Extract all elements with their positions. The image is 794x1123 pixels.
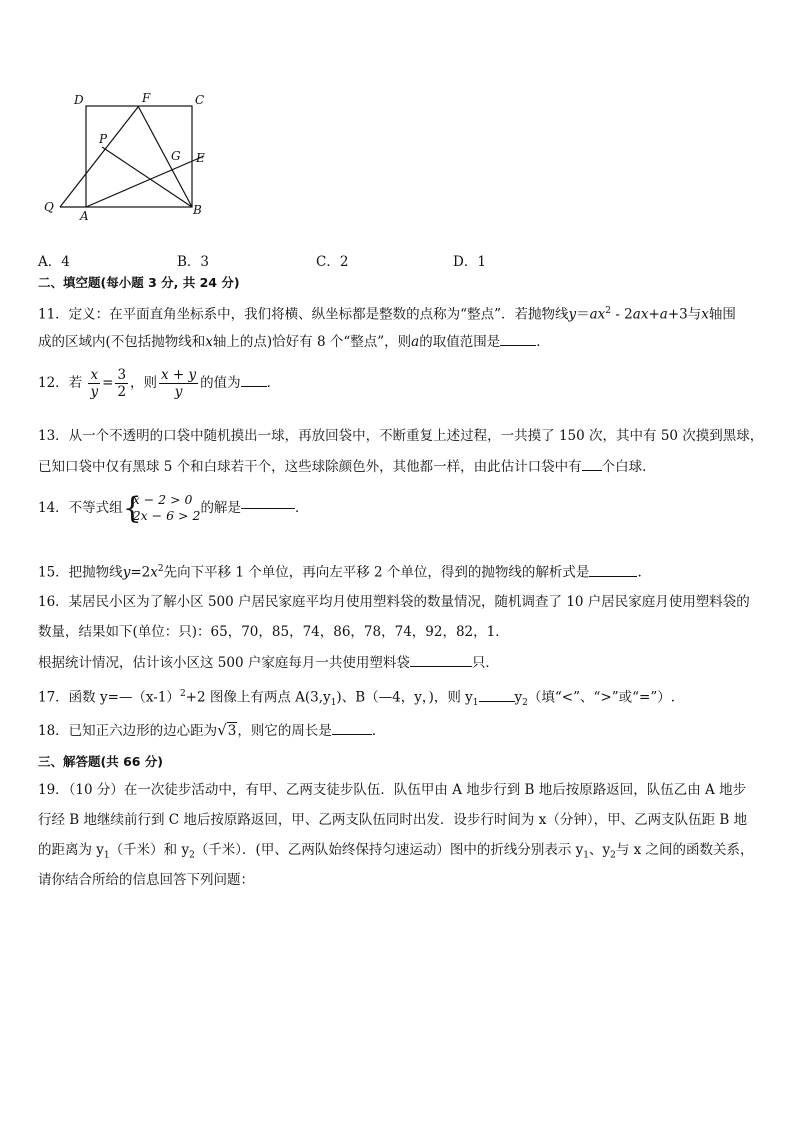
q16-line2: 数量，结果如下(单位：只)：65，70，85，74，86，78，74，92，82，1． bbox=[38, 624, 509, 640]
q19-line3: 的距离为 $y_1$（千米）和 $y_2$（千米）．(甲、乙两队始终保持匀速运动）图中的折线分别表示 $y_1$、$y_2$与 x 之间的函数关系， bbox=[38, 842, 754, 861]
q19-line2: 行经 B 地继续前行到 C 地后按原路返回，甲、乙两支队伍同时出发．设步行时间为 x（分钟），甲、乙两支队伍距 B 地 bbox=[38, 812, 748, 828]
label-d: D bbox=[74, 93, 84, 107]
q11-answer-blank[interactable] bbox=[500, 331, 536, 346]
q19-line1: 19．（10 分）在一次徒步活动中，有甲、乙两支徒步队伍．队伍甲由 A 地步行到 B 地后按原路返回，队伍乙由 A 地步 bbox=[38, 782, 747, 798]
label-c: C bbox=[195, 93, 205, 107]
section3-header: 三、解答题(共 66 分) bbox=[38, 754, 164, 769]
label-a: A bbox=[80, 209, 89, 223]
geometry-figure bbox=[38, 86, 218, 226]
q18-answer-blank[interactable] bbox=[332, 720, 372, 735]
q12-answer-blank[interactable] bbox=[241, 372, 267, 387]
q19-line4: 请你结合所给的信息回答下列问题： bbox=[38, 872, 254, 888]
line-qf bbox=[60, 107, 138, 207]
label-q: Q bbox=[44, 200, 54, 214]
sqrt-icon: √ bbox=[217, 721, 227, 739]
label-p: P bbox=[99, 132, 108, 146]
label-g: G bbox=[171, 149, 181, 163]
q16-answer-blank[interactable] bbox=[410, 652, 472, 667]
q11-line2: 成的区域内(不包括抛物线和x轴上的点)恰好有 8 个“整点”，则a的取值范围是 ． bbox=[38, 331, 550, 352]
q12-line: 12．若 $\frac{x}{y}$ = $\frac{3}{2}$ ，则 $\frac{x + y}{y}$ 的值为 ． bbox=[38, 367, 281, 400]
q17-line: 17．函数 $y=—(x-1)^2+2$ 图像上有两点 $A(3,y_1)$、B（—4，y，)，则 $y_1$ $y_2$（填“<”、“>”或“=”）. bbox=[38, 684, 675, 713]
q13-line1: 13．从一个不透明的口袋中随机摸出一球，再放回袋中，不断重复上述过程，一共摸了 150 次，其中有 50 次摸到黑球， bbox=[38, 428, 764, 444]
choice-b[interactable]: B．3 bbox=[177, 254, 210, 270]
q18-line: 18．已知正六边形的边心距为√3，则它的周长是 ． bbox=[38, 721, 386, 739]
q14-answer-blank[interactable] bbox=[241, 494, 295, 509]
q16-line1: 16．某居民小区为了解小区 500 户居民家庭平均月使用塑料袋的数量情况，随机调查了 10 户居民家庭月使用塑料袋的 bbox=[38, 594, 750, 610]
q17-answer-blank[interactable] bbox=[479, 687, 515, 702]
q11-line1: 11．定义：在平面直角坐标系中，我们将横、纵坐标都是整数的点称为“整点”．若抛物线$y=ax^2 - 2ax+a+3$与x轴围 bbox=[38, 306, 736, 323]
label-f: F bbox=[142, 91, 151, 105]
section2-header: 二、填空题(每小题 3 分, 共 24 分) bbox=[38, 275, 240, 290]
line-fb bbox=[138, 106, 192, 207]
q13-answer-blank[interactable] bbox=[582, 456, 602, 471]
q12-frac-x-over-y: $\frac{x}{y}$ bbox=[90, 367, 99, 400]
q14-line: 14．不等式组 { x − 2 > 0 2x − 6 > 2 的解是 ． bbox=[38, 491, 309, 526]
label-e: E bbox=[196, 151, 205, 165]
line-ae bbox=[86, 156, 204, 207]
label-b: B bbox=[193, 203, 202, 217]
q15-line: 15．把抛物线$y=2x^2$先向下平移 1 个单位，再向左平移 2 个单位，得到的抛物线的解析式是 . bbox=[38, 559, 642, 583]
q12-frac-3-over-2: $\frac{3}{2}$ bbox=[117, 367, 127, 400]
q13-line2: 已知口袋中仅有黑球 5 个和白球若干个，这些球除颜色外，其他都一样，由此估计口袋中有 个白球． bbox=[38, 456, 656, 477]
q15-answer-blank[interactable] bbox=[589, 562, 637, 577]
choice-d[interactable]: D．1 bbox=[453, 254, 486, 270]
q16-line3: 根据统计情况，估计该小区这 500 户家庭每月一共使用塑料袋 只． bbox=[38, 652, 499, 673]
q14-inequality-system: { x − 2 > 0 2x − 6 > 2 bbox=[122, 491, 201, 526]
choice-a[interactable]: A．4 bbox=[38, 254, 70, 270]
q12-frac-sum-over-y: $\frac{x + y}{y}$ bbox=[161, 367, 197, 400]
choice-c[interactable]: C．2 bbox=[316, 254, 349, 270]
